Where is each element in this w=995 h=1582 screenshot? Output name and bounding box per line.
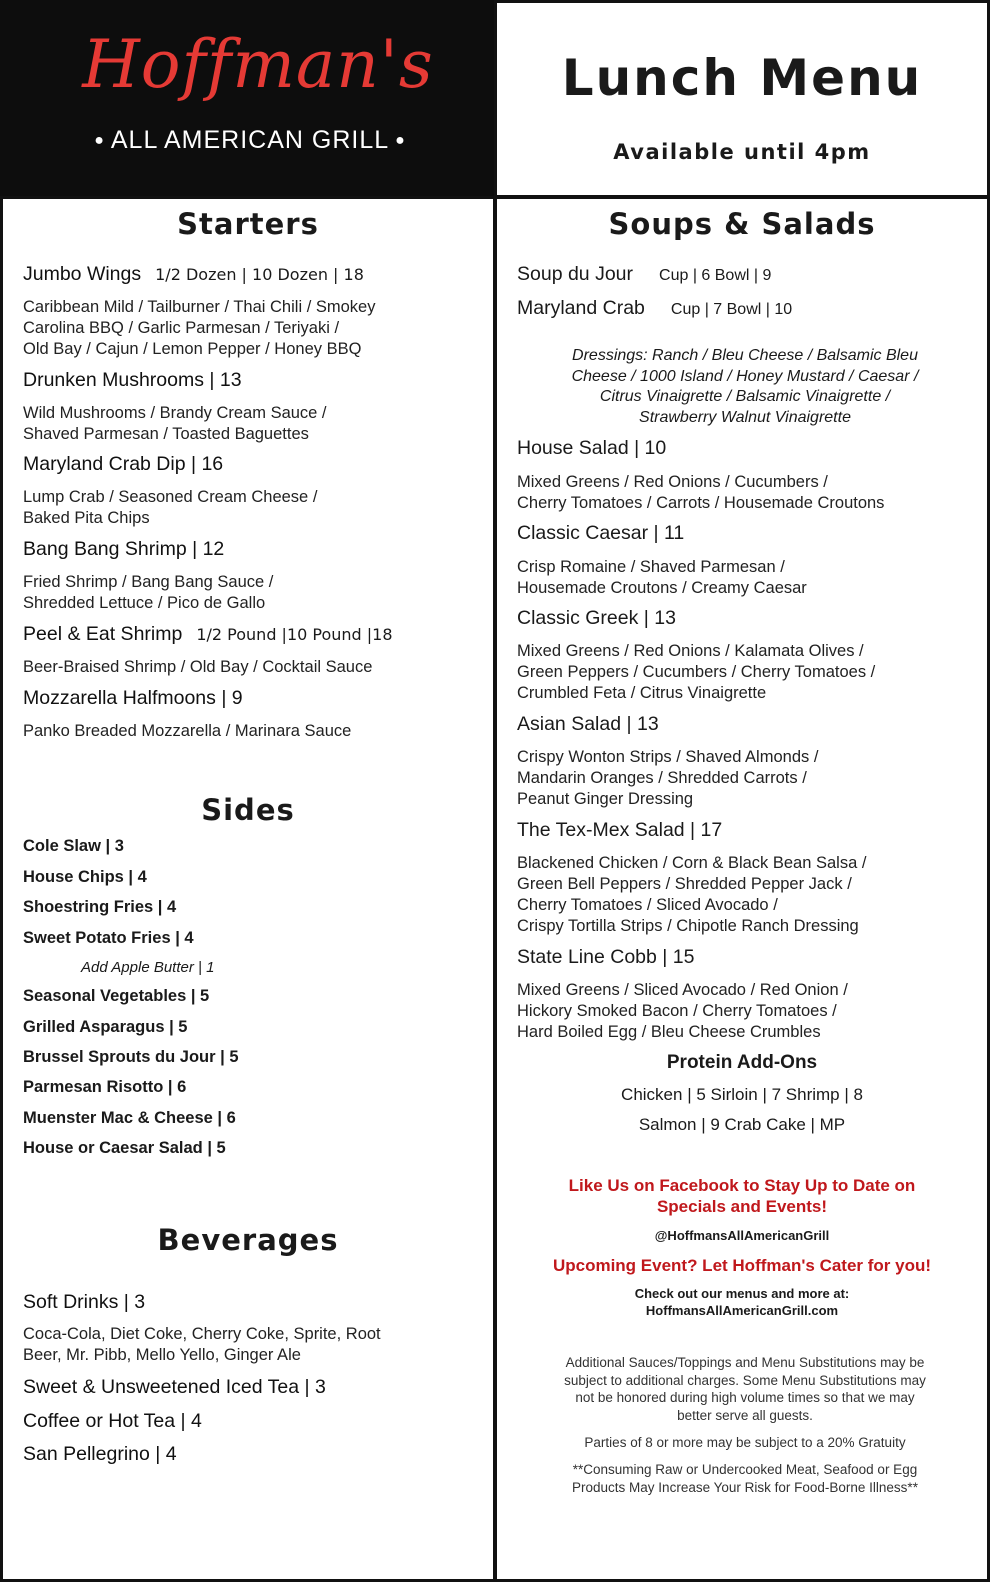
- protein-heading: Protein Add-Ons: [666, 1052, 818, 1073]
- menu-subtitle: Available until 4pm: [613, 140, 871, 164]
- substitution-notice: [517, 1354, 973, 1424]
- social-handle: @HoffmansAllAmericanGrill: [654, 1228, 830, 1243]
- dot-icon: ●: [395, 132, 406, 150]
- desc-line: Lump Crab / Seasoned Cream Cheese /: [23, 488, 318, 506]
- item-desc: [517, 980, 848, 1043]
- soups-heading: Soups & Salads: [608, 207, 876, 241]
- desc-line: Beer-Braised Shrimp / Old Bay / Cocktail Sauce: [23, 658, 373, 676]
- item-name: Drunken Mushrooms | 13: [23, 369, 242, 391]
- side-item: Sweet Potato Fries | 4: [23, 929, 194, 947]
- item-name: Classic Greek | 13: [517, 607, 676, 629]
- logo-panel: [0, 0, 496, 198]
- protein-row: Chicken | 5 Sirloin | 7 Shrimp | 8: [621, 1085, 863, 1104]
- title-panel: [494, 0, 990, 198]
- menu-item: [23, 623, 393, 646]
- item-desc: [517, 472, 884, 514]
- menu-item: [23, 1376, 326, 1399]
- desc-line: Cherry Tomatoes / Sliced Avocado /: [517, 896, 778, 914]
- side-addon: Add Apple Butter | 1: [81, 959, 215, 976]
- right-column: [494, 196, 990, 1582]
- desc-line: Shaved Parmesan / Toasted Baguettes: [23, 425, 309, 443]
- desc-line: Mixed Greens / Red Onions / Cucumbers /: [517, 473, 828, 491]
- desc-line: Cherry Tomatoes / Carrots / Housemade Croutons: [517, 494, 885, 512]
- side-item: Parmesan Risotto | 6: [23, 1078, 187, 1096]
- food-warning: [517, 1461, 973, 1496]
- desc-line: Crumbled Feta / Citrus Vinaigrette: [517, 684, 767, 702]
- menu-item: [517, 607, 676, 630]
- desc-line: Mixed Greens / Red Onions / Kalamata Olives /: [517, 642, 864, 660]
- desc-line: Wild Mushrooms / Brandy Cream Sauce /: [23, 404, 327, 422]
- item-desc: [23, 1324, 381, 1366]
- desc-line: Coca-Cola, Diet Coke, Cherry Coke, Sprite, Root: [23, 1325, 381, 1343]
- dressing-line: Citrus Vinaigrette / Balsamic Vinaigrette /: [599, 388, 891, 405]
- item-desc: [23, 572, 273, 614]
- side-item: Shoestring Fries | 4: [23, 898, 177, 916]
- menu-item: [517, 713, 659, 736]
- website-line: HoffmansAllAmericanGrill.com: [645, 1303, 839, 1318]
- desc-line: Carolina BBQ / Garlic Parmesan / Teriyaki /: [23, 319, 340, 337]
- desc-line: Mandarin Oranges / Shredded Carrots /: [517, 769, 807, 787]
- menu-item: [517, 263, 771, 286]
- gratuity-notice: Parties of 8 or more may be subject to a 20% Gratuity: [584, 1435, 906, 1450]
- item-options: Cup | 7 Bowl | 10: [670, 301, 793, 318]
- menu-item: [23, 453, 223, 476]
- logo-tagline: ALL AMERICAN GRILL: [110, 126, 390, 154]
- item-desc: [517, 747, 818, 810]
- logo-tagline-row: [70, 126, 430, 155]
- desc-line: Green Peppers / Cucumbers / Cherry Tomatoes /: [517, 663, 876, 681]
- left-column: [0, 196, 496, 1582]
- dressing-line: Dressings: Ranch / Bleu Cheese / Balsamic Bleu: [572, 347, 918, 364]
- menu-item: [23, 263, 364, 286]
- logo-name: Hoffman's: [82, 26, 434, 103]
- item-name: Jumbo Wings: [23, 263, 142, 285]
- item-name: The Tex-Mex Salad | 17: [517, 819, 723, 841]
- side-item: Grilled Asparagus | 5: [23, 1018, 188, 1036]
- desc-line: Baked Pita Chips: [23, 509, 150, 527]
- item-desc: [23, 721, 351, 742]
- desc-line: Mixed Greens / Sliced Avocado / Red Onion /: [517, 981, 848, 999]
- desc-line: Hard Boiled Egg / Bleu Cheese Crumbles: [517, 1023, 821, 1041]
- desc-line: Blackened Chicken / Corn & Black Bean Salsa /: [517, 854, 867, 872]
- protein-row: Salmon | 9 Crab Cake | MP: [638, 1115, 846, 1134]
- item-desc: [23, 487, 317, 529]
- dressing-line: Cheese / 1000 Island / Honey Mustard / Caesar /: [571, 367, 919, 385]
- item-name: Sweet & Unsweetened Iced Tea | 3: [23, 1376, 326, 1398]
- item-name: Soup du Jour: [517, 263, 634, 285]
- menu-item: [23, 538, 224, 561]
- item-name: Maryland Crab Dip | 16: [23, 453, 224, 475]
- starters-heading: Starters: [177, 207, 319, 241]
- desc-line: Housemade Croutons / Creamy Caesar: [517, 579, 807, 597]
- desc-line: Crispy Wonton Strips / Shaved Almonds /: [517, 748, 819, 766]
- side-item: House Chips | 4: [23, 868, 147, 886]
- desc-line: Beer, Mr. Pibb, Mello Yello, Ginger Ale: [23, 1346, 301, 1364]
- item-name: Maryland Crab: [517, 297, 645, 319]
- item-name: House Salad | 10: [517, 437, 667, 459]
- website-line: Check out our menus and more at:: [634, 1286, 850, 1301]
- desc-line: Panko Breaded Mozzarella / Marinara Sauce: [23, 722, 352, 740]
- side-item: Cole Slaw | 3: [23, 837, 124, 855]
- dressing-line: Strawberry Walnut Vinaigrette: [639, 408, 851, 426]
- warning-line: **Consuming Raw or Undercooked Meat, Seafood or Egg: [572, 1462, 918, 1477]
- item-name: Bang Bang Shrimp | 12: [23, 538, 225, 560]
- item-name: Classic Caesar | 11: [517, 522, 685, 544]
- notice-line: better serve all guests.: [677, 1407, 813, 1423]
- warning-line: Products May Increase Your Risk for Food-Borne Illness**: [572, 1479, 918, 1495]
- item-options: 1/2 Dozen | 10 Dozen | 18: [155, 265, 364, 284]
- side-item: House or Caesar Salad | 5: [23, 1139, 226, 1157]
- menu-item: [517, 297, 792, 320]
- item-name: San Pellegrino | 4: [23, 1443, 177, 1465]
- menu-item: [517, 946, 694, 969]
- desc-line: Caribbean Mild / Tailburner / Thai Chili / Smokey: [23, 298, 376, 316]
- menu-item: [23, 369, 242, 392]
- notice-line: not be honored during high volume times so that we may: [575, 1390, 915, 1405]
- desc-line: Crisp Romaine / Shaved Parmesan /: [517, 558, 785, 576]
- sides-heading: Sides: [201, 793, 295, 827]
- item-desc: [517, 641, 875, 704]
- menu-item: [23, 687, 243, 710]
- side-item: Muenster Mac & Cheese | 6: [23, 1109, 236, 1127]
- notice-line: Additional Sauces/Toppings and Menu Substitutions may be: [565, 1355, 925, 1370]
- dot-icon: ●: [94, 132, 105, 150]
- desc-line: Hickory Smoked Bacon / Cherry Tomatoes /: [517, 1002, 837, 1020]
- desc-line: Shredded Lettuce / Pico de Gallo: [23, 594, 266, 612]
- item-name: Mozzarella Halfmoons | 9: [23, 687, 243, 709]
- promo-line: Like Us on Facebook to Stay Up to Date on: [568, 1176, 916, 1195]
- notice-line: subject to additional charges. Some Menu Substitutions may: [564, 1372, 926, 1388]
- item-name: Coffee or Hot Tea | 4: [23, 1410, 202, 1432]
- website-info: [497, 1285, 987, 1319]
- dressings-list: [517, 346, 973, 428]
- menu-item: [517, 819, 722, 842]
- menu-title: Lunch Menu: [561, 49, 923, 107]
- beverages-heading: Beverages: [157, 1223, 339, 1257]
- menu-item: [517, 437, 666, 460]
- desc-line: Green Bell Peppers / Shredded Pepper Jack /: [517, 875, 852, 893]
- item-desc: [23, 657, 372, 678]
- desc-line: Peanut Ginger Dressing: [517, 790, 694, 808]
- item-name: Soft Drinks | 3: [23, 1291, 146, 1313]
- desc-line: Fried Shrimp / Bang Bang Sauce /: [23, 573, 274, 591]
- side-item: Seasonal Vegetables | 5: [23, 987, 210, 1005]
- side-item: Brussel Sprouts du Jour | 5: [23, 1048, 239, 1066]
- desc-line: Old Bay / Cajun / Lemon Pepper / Honey BBQ: [23, 340, 362, 358]
- item-desc: [517, 853, 866, 937]
- item-name: Peel & Eat Shrimp: [23, 623, 183, 645]
- item-desc: [23, 297, 375, 360]
- item-options: 1/2 Pound |10 Pound |18: [196, 625, 393, 644]
- menu-item: [517, 522, 684, 545]
- promo-line: Specials and Events!: [656, 1197, 828, 1216]
- menu-item: [23, 1410, 202, 1433]
- desc-line: Crispy Tortilla Strips / Chipotle Ranch Dressing: [517, 917, 859, 935]
- facebook-promo: [497, 1175, 987, 1217]
- item-desc: [23, 403, 327, 445]
- menu-item: [23, 1291, 145, 1314]
- catering-promo: Upcoming Event? Let Hoffman's Cater for you!: [552, 1256, 932, 1275]
- item-options: Cup | 6 Bowl | 9: [659, 267, 772, 284]
- item-name: Asian Salad | 13: [517, 713, 659, 735]
- item-desc: [517, 557, 807, 599]
- item-name: State Line Cobb | 15: [517, 946, 695, 968]
- menu-item: [23, 1443, 177, 1466]
